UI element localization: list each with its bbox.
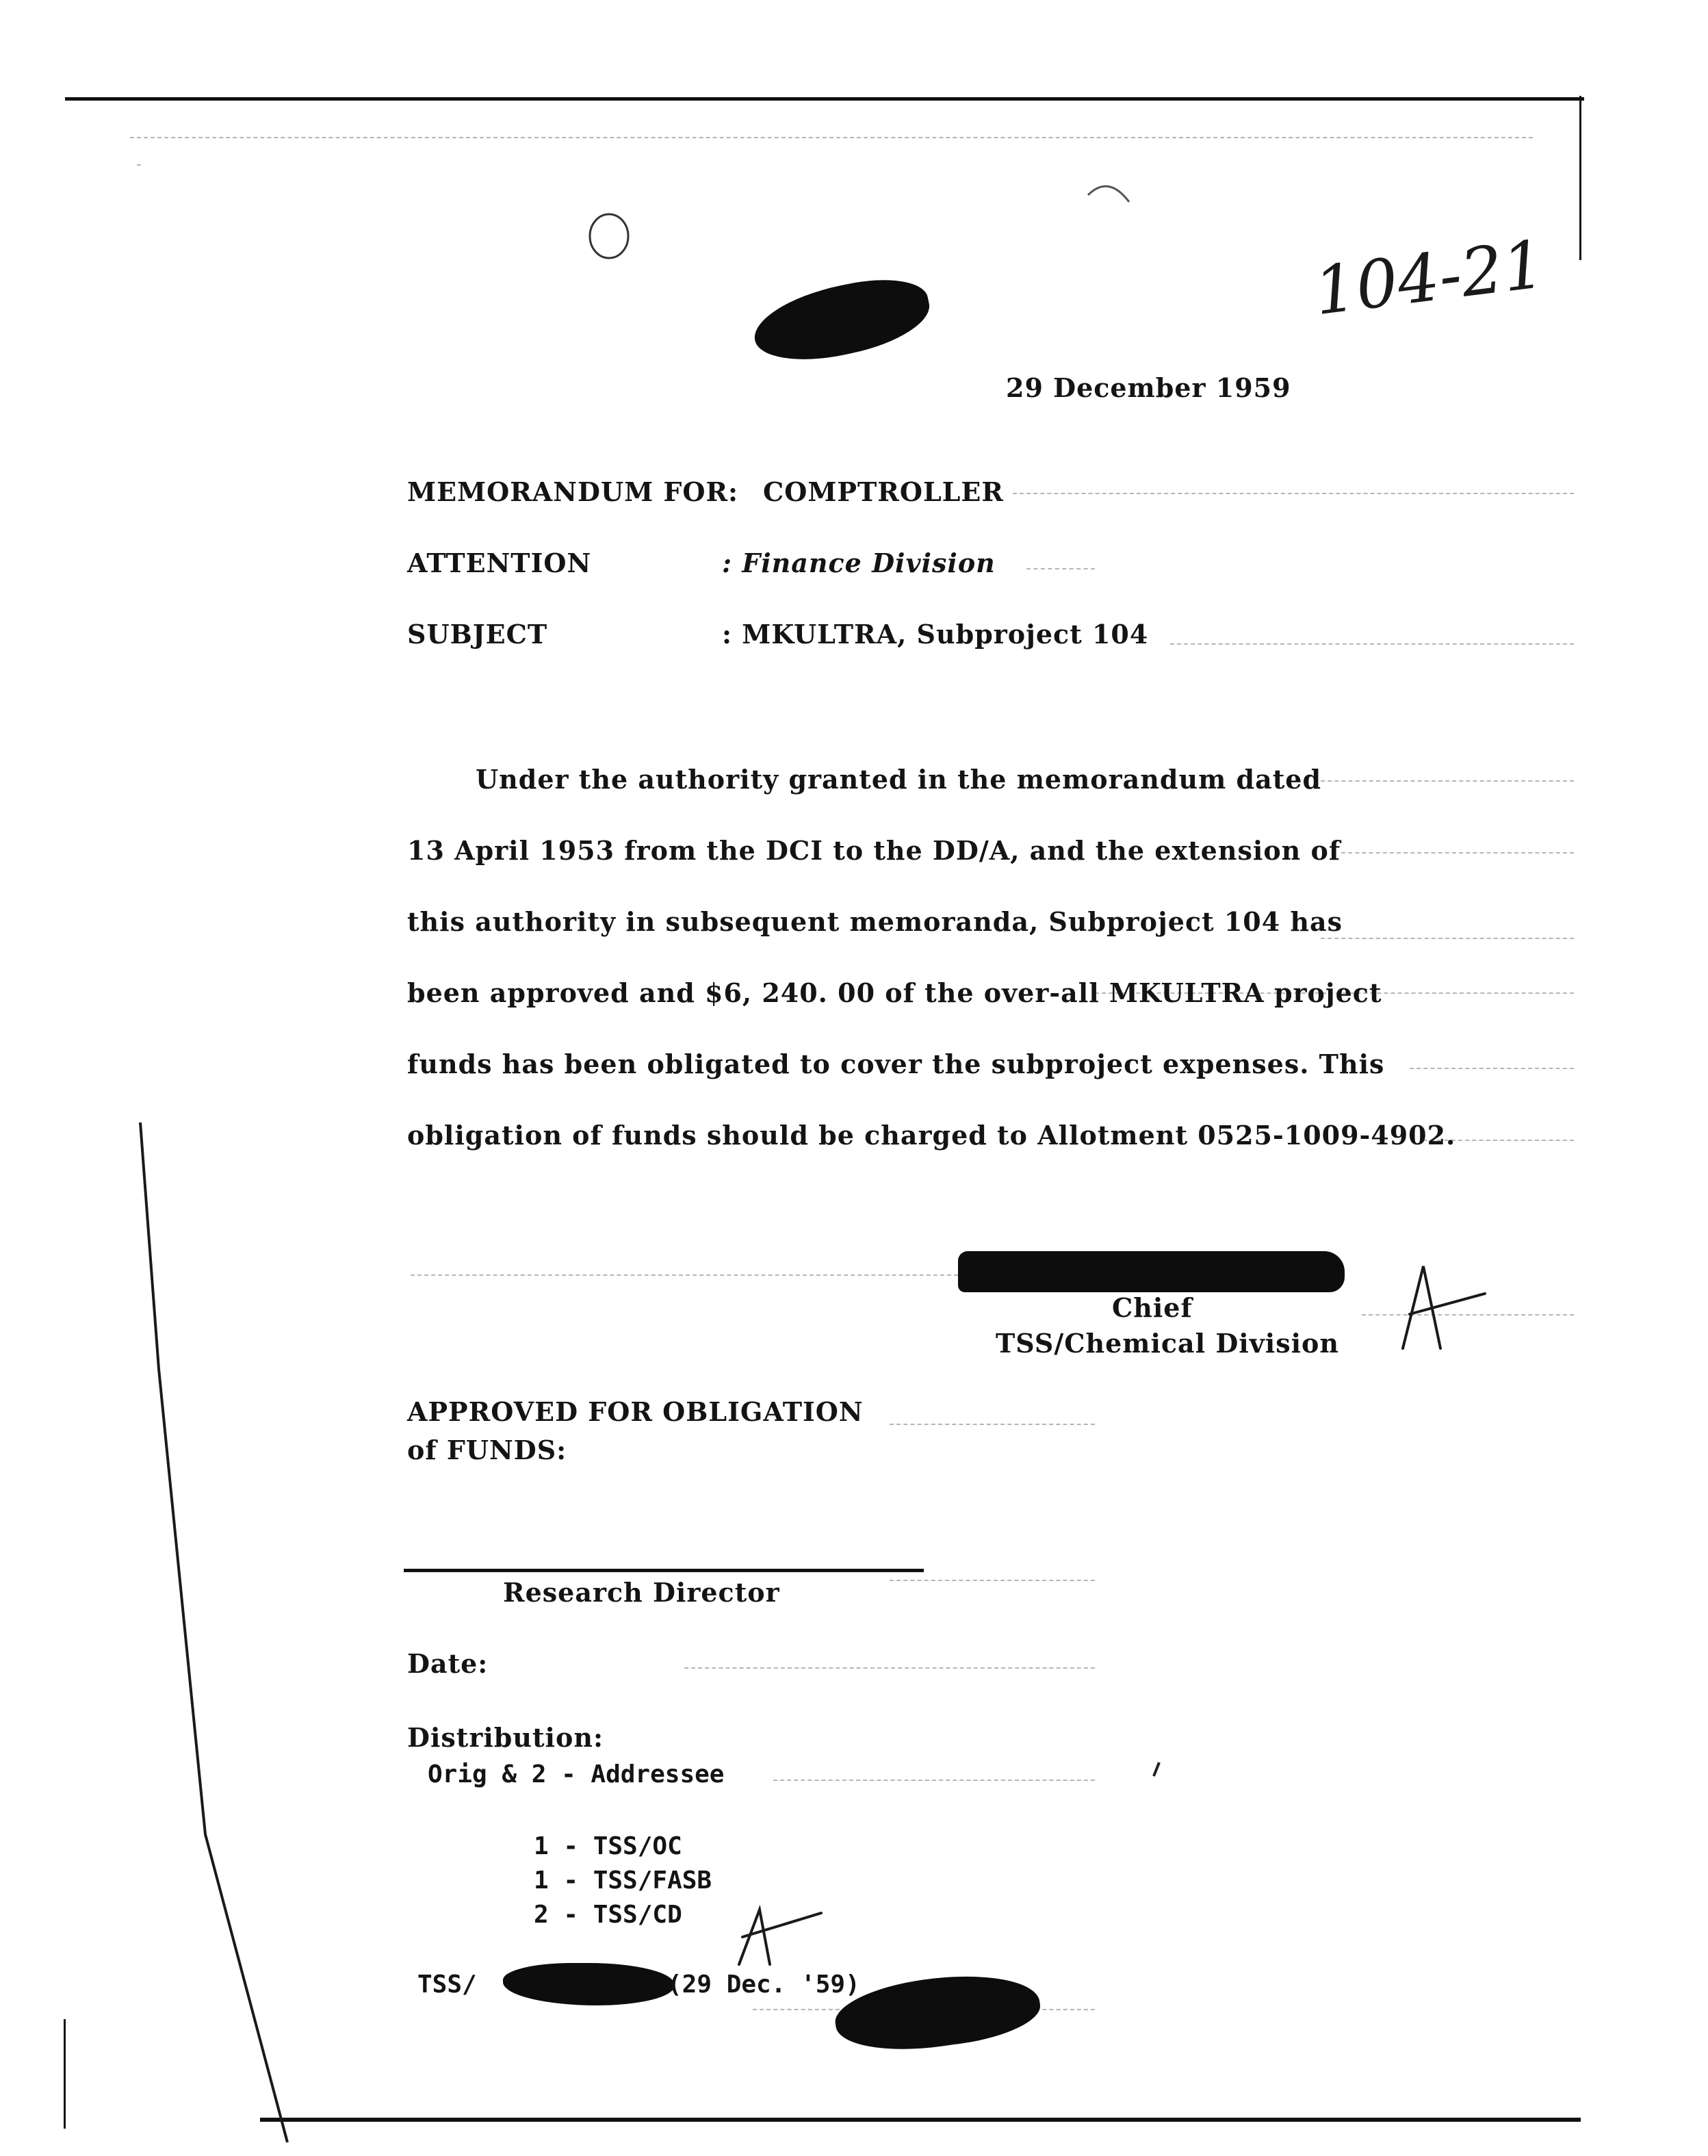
scan-noise-line [890,1424,1095,1425]
originator-date: (29 Dec. '59) [667,1971,860,1999]
distribution-label: Distribution: [407,1722,604,1753]
bottom-border-line [260,2118,1581,2122]
body-line: funds has been obligated to cover the subproject expenses. This [407,1049,1385,1079]
body-line: obligation of funds should be charged to Allotment 0525-1009-4902. [407,1120,1456,1151]
scan-noise-line [1410,1068,1574,1069]
scan-noise-line [684,1667,1095,1669]
approval-line-1: APPROVED FOR OBLIGATION [407,1396,864,1427]
signer-title: Chief [1112,1292,1193,1323]
subject-label: SUBJECT [407,619,548,650]
scan-noise-line [1170,643,1574,645]
margin-stroke [140,1122,287,2142]
scan-noise-line [130,137,1533,138]
punch-hole-right [1088,186,1129,202]
redaction-top [747,268,935,372]
right-edge-line [1579,96,1581,260]
scan-noise-line [1314,780,1574,782]
redaction-signature [958,1251,1345,1292]
body-line: 13 April 1953 from the DCI to the DD/A, and the extension of [407,835,1341,866]
scan-tick [1154,1762,1159,1776]
memo-date: 29 December 1959 [1006,372,1291,403]
distribution-item: 2 - TSS/CD [534,1901,682,1929]
date-label: Date: [407,1648,489,1679]
handwritten-number: 104-21 [1310,225,1549,331]
initials-mark [1375,1253,1499,1355]
scan-noise-line [890,1580,1095,1581]
scan-noise-line [1013,493,1574,494]
body-line: this authority in subsequent memoranda, Subproject 104 has [407,906,1343,937]
scan-noise-line [1321,938,1574,939]
approver-title: Research Director [503,1577,780,1608]
scan-noise-line [1026,568,1095,569]
signer-division: TSS/Chemical Division [996,1328,1340,1359]
scan-noise-line [411,1274,958,1276]
scan-noise-line [137,164,141,166]
distribution-item: 1 - TSS/FASB [534,1866,712,1895]
memo-for-value: COMPTROLLER [763,476,1004,507]
top-border-line [65,97,1584,101]
initials-mark [725,1896,828,1971]
scan-noise-line [773,1780,1095,1781]
left-edge-line [64,2019,66,2129]
attention-label: ATTENTION [407,548,592,578]
distribution-item: 1 - TSS/OC [534,1832,682,1860]
scan-noise-line [1341,852,1574,854]
body-line: Under the authority granted in the memorandum dated [476,764,1322,795]
punch-hole-left [590,214,628,258]
subject-value: : MKULTRA, Subproject 104 [722,619,1149,650]
distribution-item: Orig & 2 - Addressee [428,1760,725,1788]
redaction-originator [503,1963,674,2005]
redaction-bottom [831,1964,1044,2061]
body-line: been approved and $6, 240. 00 of the over-all MKULTRA project [407,977,1382,1008]
originator-prefix: TSS/ [417,1971,477,1999]
memo-for-label: MEMORANDUM FOR: [407,476,739,507]
approver-signature-line [404,1569,924,1572]
approval-line-2: of FUNDS: [407,1435,567,1465]
attention-value: : Finance Division [722,548,996,578]
